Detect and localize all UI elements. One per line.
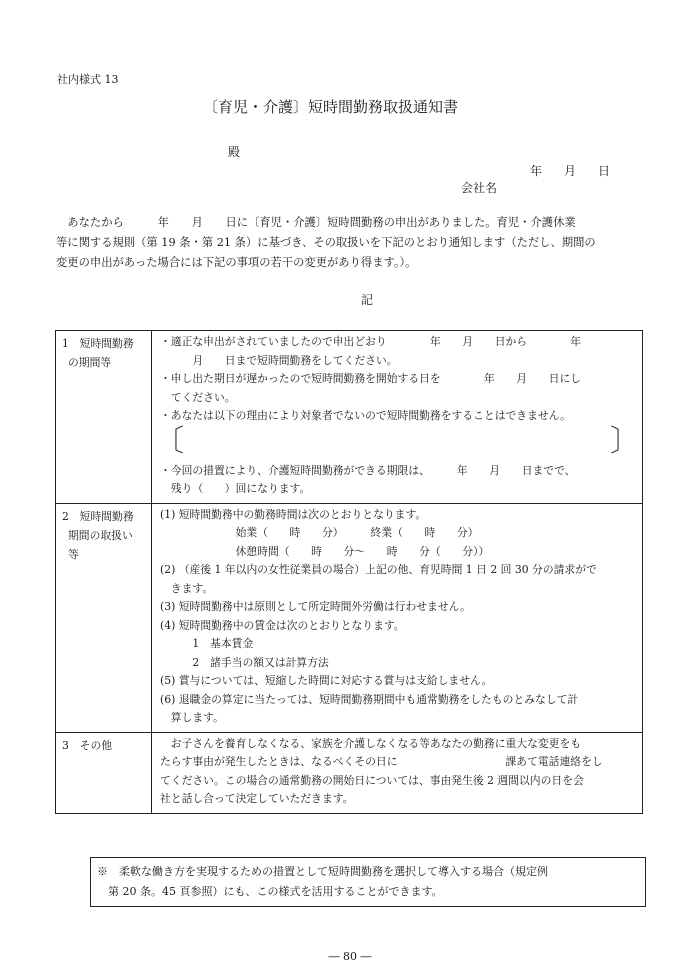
table-row [56, 732, 643, 813]
reason-bracket-area [154, 423, 640, 462]
row1-content [152, 331, 643, 504]
row3-label [56, 732, 152, 813]
form-number: 社内様式 13 [57, 73, 119, 86]
row1-label-line: の期間等 [68, 356, 112, 369]
row2-content [152, 503, 643, 732]
row1-line: ・適正な申出がされていましたので申出どおり 年 月 日から 年 [160, 335, 582, 348]
note-box [90, 857, 646, 907]
company-name-label: 会社名 [461, 181, 498, 195]
row3-content [152, 732, 643, 813]
row3-line: お子さんを養育しなくなる、家族を介護しなくなる等あなたの勤務に重大な変更をも [160, 736, 582, 750]
ki-heading: 記 [361, 293, 374, 307]
row2-line: 休憩時間（ 時 分〜 時 分（ 分）） [160, 544, 490, 558]
row2-line: (1) 短時間勤務中の勤務時間は次のとおりとなります。 [160, 507, 427, 521]
intro-line: 等に関する規則（第 19 条・第 21 条）に基づき、その取扱いを下記のとおり通知します（ただし、期間の [56, 236, 596, 249]
row1-line: てください。 [160, 390, 236, 404]
row2-label [56, 503, 152, 732]
bracket-open: 〔 [154, 423, 184, 459]
row3-line: たらす事由が発生したときは、なるべくその日に 課あて電話連絡をし [160, 755, 603, 768]
note-line: 第 20 条。45 頁参照）にも、この様式を活用することができます。 [97, 885, 443, 898]
date-month: 月 [564, 164, 577, 178]
page-number: ― 80 ― [328, 950, 372, 963]
row2-line: (4) 短時間勤務中の賃金は次のとおりとなります。 [160, 618, 405, 632]
row2-line: 1 基本賃金 [160, 637, 254, 650]
row1-label [56, 331, 152, 504]
row2-label-line: 期間の取扱い [68, 528, 133, 542]
row2-line: きます。 [160, 581, 214, 595]
row1-line: ・今回の措置により、介護短時間勤務ができる期限は、 年 月 日までで、 [160, 463, 576, 477]
notice-table [55, 330, 643, 814]
row2-line: 始業（ 時 分） 終業（ 時 分） [160, 526, 479, 539]
row1-label-line: 1 短時間勤務 [62, 337, 134, 350]
addressee-dono: 殿 [228, 145, 241, 159]
date-day: 日 [598, 164, 611, 178]
intro-line: 変更の申出があった場合には下記の事項の若干の変更があり得ます。）。 [56, 256, 417, 269]
row1-line: ・申し出た期日が遅かったので短時間勤務を開始する日を 年 月 日にし [160, 372, 582, 385]
row2-line: (5) 賞与については、短縮した時間に対応する賞与は支給しません。 [160, 674, 493, 687]
row2-line: (6) 退職金の算定に当たっては、短時間勤務期間中も通常勤務をしたものとみなして計 [160, 692, 579, 706]
intro-line: あなたから 年 月 日に〔育児・介護〕短時間勤務の申出がありました。育児・介護休業 [56, 216, 576, 229]
row2-line: 2 諸手当の額又は計算方法 [160, 655, 329, 669]
row2-label-line: 等 [68, 547, 79, 561]
row3-line: てください。この場合の通常勤務の開始日については、事由発生後 2 週間以内の日を会 [160, 773, 584, 787]
table-row [56, 331, 643, 504]
note-line: ※ 柔軟な働き方を実現するための措置として短時間勤務を選択して導入する場合（規定例 [97, 865, 548, 878]
table-row [56, 503, 643, 732]
row1-line: 月 日まで短時間勤務をしてください。 [160, 353, 398, 367]
date-year: 年 [530, 164, 543, 178]
row3-label-line: 3 その他 [62, 738, 113, 752]
row2-line: (3) 短時間勤務中は原則として所定時間外労働は行わせません。 [160, 600, 471, 613]
bracket-close: 〕 [610, 423, 640, 459]
row3-line: 社と話し合って決定していただきます。 [160, 792, 354, 805]
intro-paragraph [56, 213, 640, 273]
row2-line: 算します。 [160, 711, 224, 724]
row2-line: (2) （産後 1 年以内の女性従業員の場合）上記の他、育児時間 1 日 2 回 30 分の請求がで [160, 563, 597, 576]
row2-label-line: 2 短時間勤務 [62, 509, 134, 523]
row1-line: 残り（ ）回になります。 [160, 482, 311, 495]
row1-line: ・あなたは以下の理由により対象者でないので短時間勤務をすることはできません。 [160, 409, 571, 422]
document-title: 〔育児・介護〕短時間勤務取扱通知書 [203, 98, 459, 116]
